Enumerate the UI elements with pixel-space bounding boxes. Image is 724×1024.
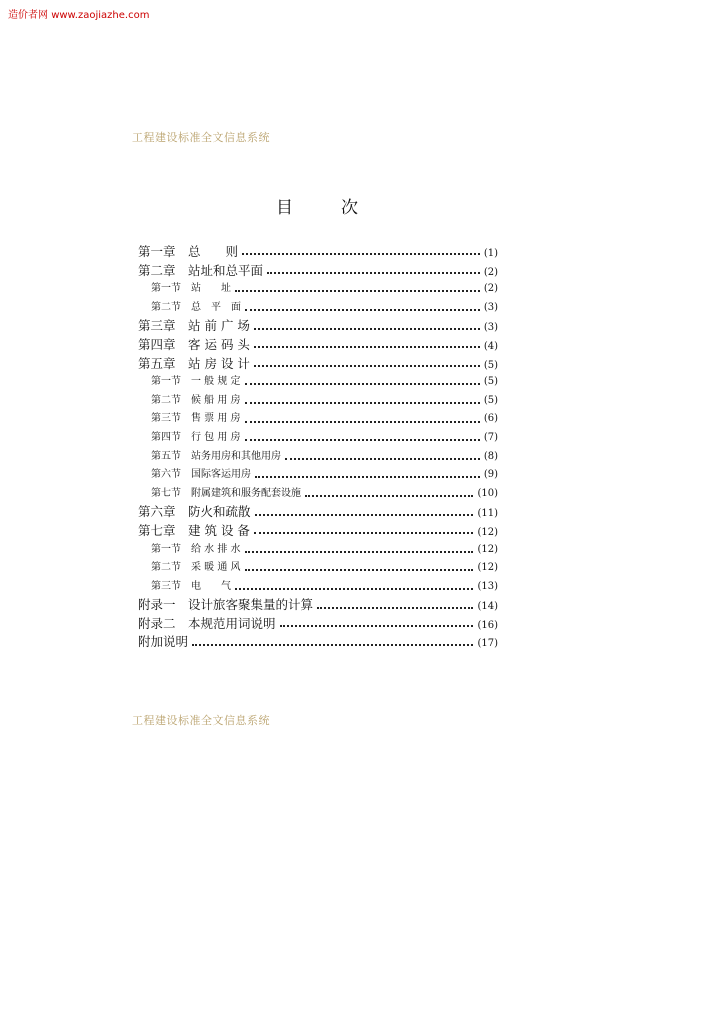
toc-entry-label: 第四节 行 包 用 房	[151, 431, 241, 443]
toc-entry-label: 第三节 电 气	[151, 580, 231, 592]
toc-page-number: (9)	[483, 469, 498, 481]
toc-section-entry[interactable]	[138, 541, 498, 560]
toc-entry-label: 第三节 售 票 用 房	[151, 413, 241, 425]
toc-dot-leader	[254, 328, 480, 330]
toc-page-number: (3)	[483, 301, 498, 313]
watermark-bottom: 工程建设标准全文信息系统	[132, 714, 270, 727]
toc-section-entry[interactable]	[138, 410, 498, 429]
toc-page-number: (11)	[477, 508, 498, 520]
toc-chapter-entry[interactable]	[138, 262, 498, 281]
toc-section-entry[interactable]	[138, 429, 498, 448]
toc-dot-leader	[235, 588, 473, 590]
toc-section-entry[interactable]	[138, 559, 498, 578]
site-watermark	[8, 6, 149, 21]
toc-page-number: (7)	[483, 431, 498, 443]
toc-dot-leader	[255, 476, 480, 478]
toc-page-number: (2)	[483, 283, 498, 295]
toc-section-entry[interactable]	[138, 485, 498, 504]
toc-chapter-entry[interactable]	[138, 615, 498, 634]
toc-page-number: (5)	[483, 394, 498, 406]
toc-entry-label: 第六节 国际客运用房	[151, 469, 251, 481]
toc-page-number: (12)	[477, 562, 498, 574]
toc-page-number: (14)	[477, 601, 498, 613]
toc-entry-label: 第二节 候 船 用 房	[151, 394, 241, 406]
toc-dot-leader	[280, 625, 474, 627]
toc-section-entry[interactable]	[138, 448, 498, 467]
toc-section-entry[interactable]	[138, 392, 498, 411]
toc-page-number: (13)	[477, 580, 498, 592]
toc-dot-leader	[245, 402, 480, 404]
toc-section-entry[interactable]	[138, 373, 498, 392]
toc-dot-leader	[254, 365, 480, 367]
toc-page-number: (2)	[483, 266, 498, 278]
toc-chapter-entry[interactable]	[138, 522, 498, 541]
toc-page-number: (5)	[483, 359, 498, 371]
toc-chapter-entry[interactable]	[138, 633, 498, 652]
toc-page-number: (5)	[483, 376, 498, 388]
toc-entry-label: 第三章 站 前 广 场	[138, 318, 250, 334]
toc-chapter-entry[interactable]	[138, 243, 498, 262]
toc-page-number: (10)	[477, 487, 498, 499]
title-part-2: 次	[341, 198, 358, 218]
toc-page-number: (8)	[483, 450, 498, 462]
toc-dot-leader	[267, 272, 480, 274]
toc-entry-label: 第六章 防火和疏散	[138, 504, 251, 520]
toc-page-number: (12)	[477, 526, 498, 538]
toc-entry-label: 第四章 客 运 码 头	[138, 336, 250, 352]
toc-entry-label: 第一节 一 般 规 定	[151, 376, 241, 388]
toc-dot-leader	[317, 607, 473, 609]
toc-entry-label: 第二章 站址和总平面	[138, 262, 264, 278]
toc-page-number: (3)	[483, 322, 498, 334]
toc-dot-leader	[235, 290, 480, 292]
toc-entry-label: 附加说明	[138, 634, 189, 650]
toc-chapter-entry[interactable]	[138, 596, 498, 615]
toc-chapter-entry[interactable]	[138, 503, 498, 522]
toc-dot-leader	[254, 346, 480, 348]
toc-entry-label: 第七节 附属建筑和服务配套设施	[151, 487, 301, 499]
toc-dot-leader	[245, 439, 480, 441]
page-title	[276, 193, 358, 218]
toc-dot-leader	[242, 253, 480, 255]
toc-entry-label: 第七章 建 筑 设 备	[138, 522, 250, 538]
toc-entry-label: 第五节 站务用房和其他用房	[151, 450, 281, 462]
toc-entry-label: 第五章 站 房 设 计	[138, 355, 250, 371]
toc-dot-leader	[245, 309, 480, 311]
toc-entry-label: 第二节 采 暖 通 风	[151, 562, 241, 574]
table-of-contents	[138, 243, 498, 652]
site-name: 造价者网	[8, 10, 48, 21]
watermark-top: 工程建设标准全文信息系统	[132, 131, 270, 144]
toc-chapter-entry[interactable]	[138, 336, 498, 355]
toc-dot-leader	[254, 532, 474, 534]
toc-page-number: (16)	[477, 619, 498, 631]
toc-dot-leader	[245, 569, 474, 571]
toc-page-number: (6)	[483, 413, 498, 425]
toc-dot-leader	[255, 514, 474, 516]
toc-section-entry[interactable]	[138, 299, 498, 318]
toc-page-number: (17)	[477, 638, 498, 650]
toc-entry-label: 第一节 站 址	[151, 283, 231, 295]
toc-entry-label: 第一章 总 则	[138, 244, 239, 259]
toc-page-number: (4)	[483, 340, 498, 352]
toc-section-entry[interactable]	[138, 578, 498, 597]
toc-entry-label: 第一节 给 水 排 水	[151, 543, 241, 555]
toc-dot-leader	[285, 458, 480, 460]
toc-chapter-entry[interactable]	[138, 317, 498, 336]
toc-dot-leader	[305, 495, 473, 497]
toc-dot-leader	[245, 421, 480, 423]
toc-dot-leader	[245, 551, 474, 553]
toc-dot-leader	[245, 383, 480, 385]
title-part-1: 目	[276, 198, 293, 218]
site-url-link[interactable]: www.zaojiazhe.com	[51, 10, 150, 21]
toc-section-entry[interactable]	[138, 466, 498, 485]
toc-entry-label: 第二节 总 平 面	[151, 301, 241, 313]
toc-dot-leader	[192, 644, 473, 646]
toc-entry-label: 附录一 设计旅客聚集量的计算	[138, 597, 314, 613]
toc-entry-label: 附录二 本规范用词说明	[138, 615, 276, 631]
toc-page-number: (1)	[483, 248, 498, 259]
toc-chapter-entry[interactable]	[138, 355, 498, 374]
toc-page-number: (12)	[477, 543, 498, 555]
toc-section-entry[interactable]	[138, 280, 498, 299]
